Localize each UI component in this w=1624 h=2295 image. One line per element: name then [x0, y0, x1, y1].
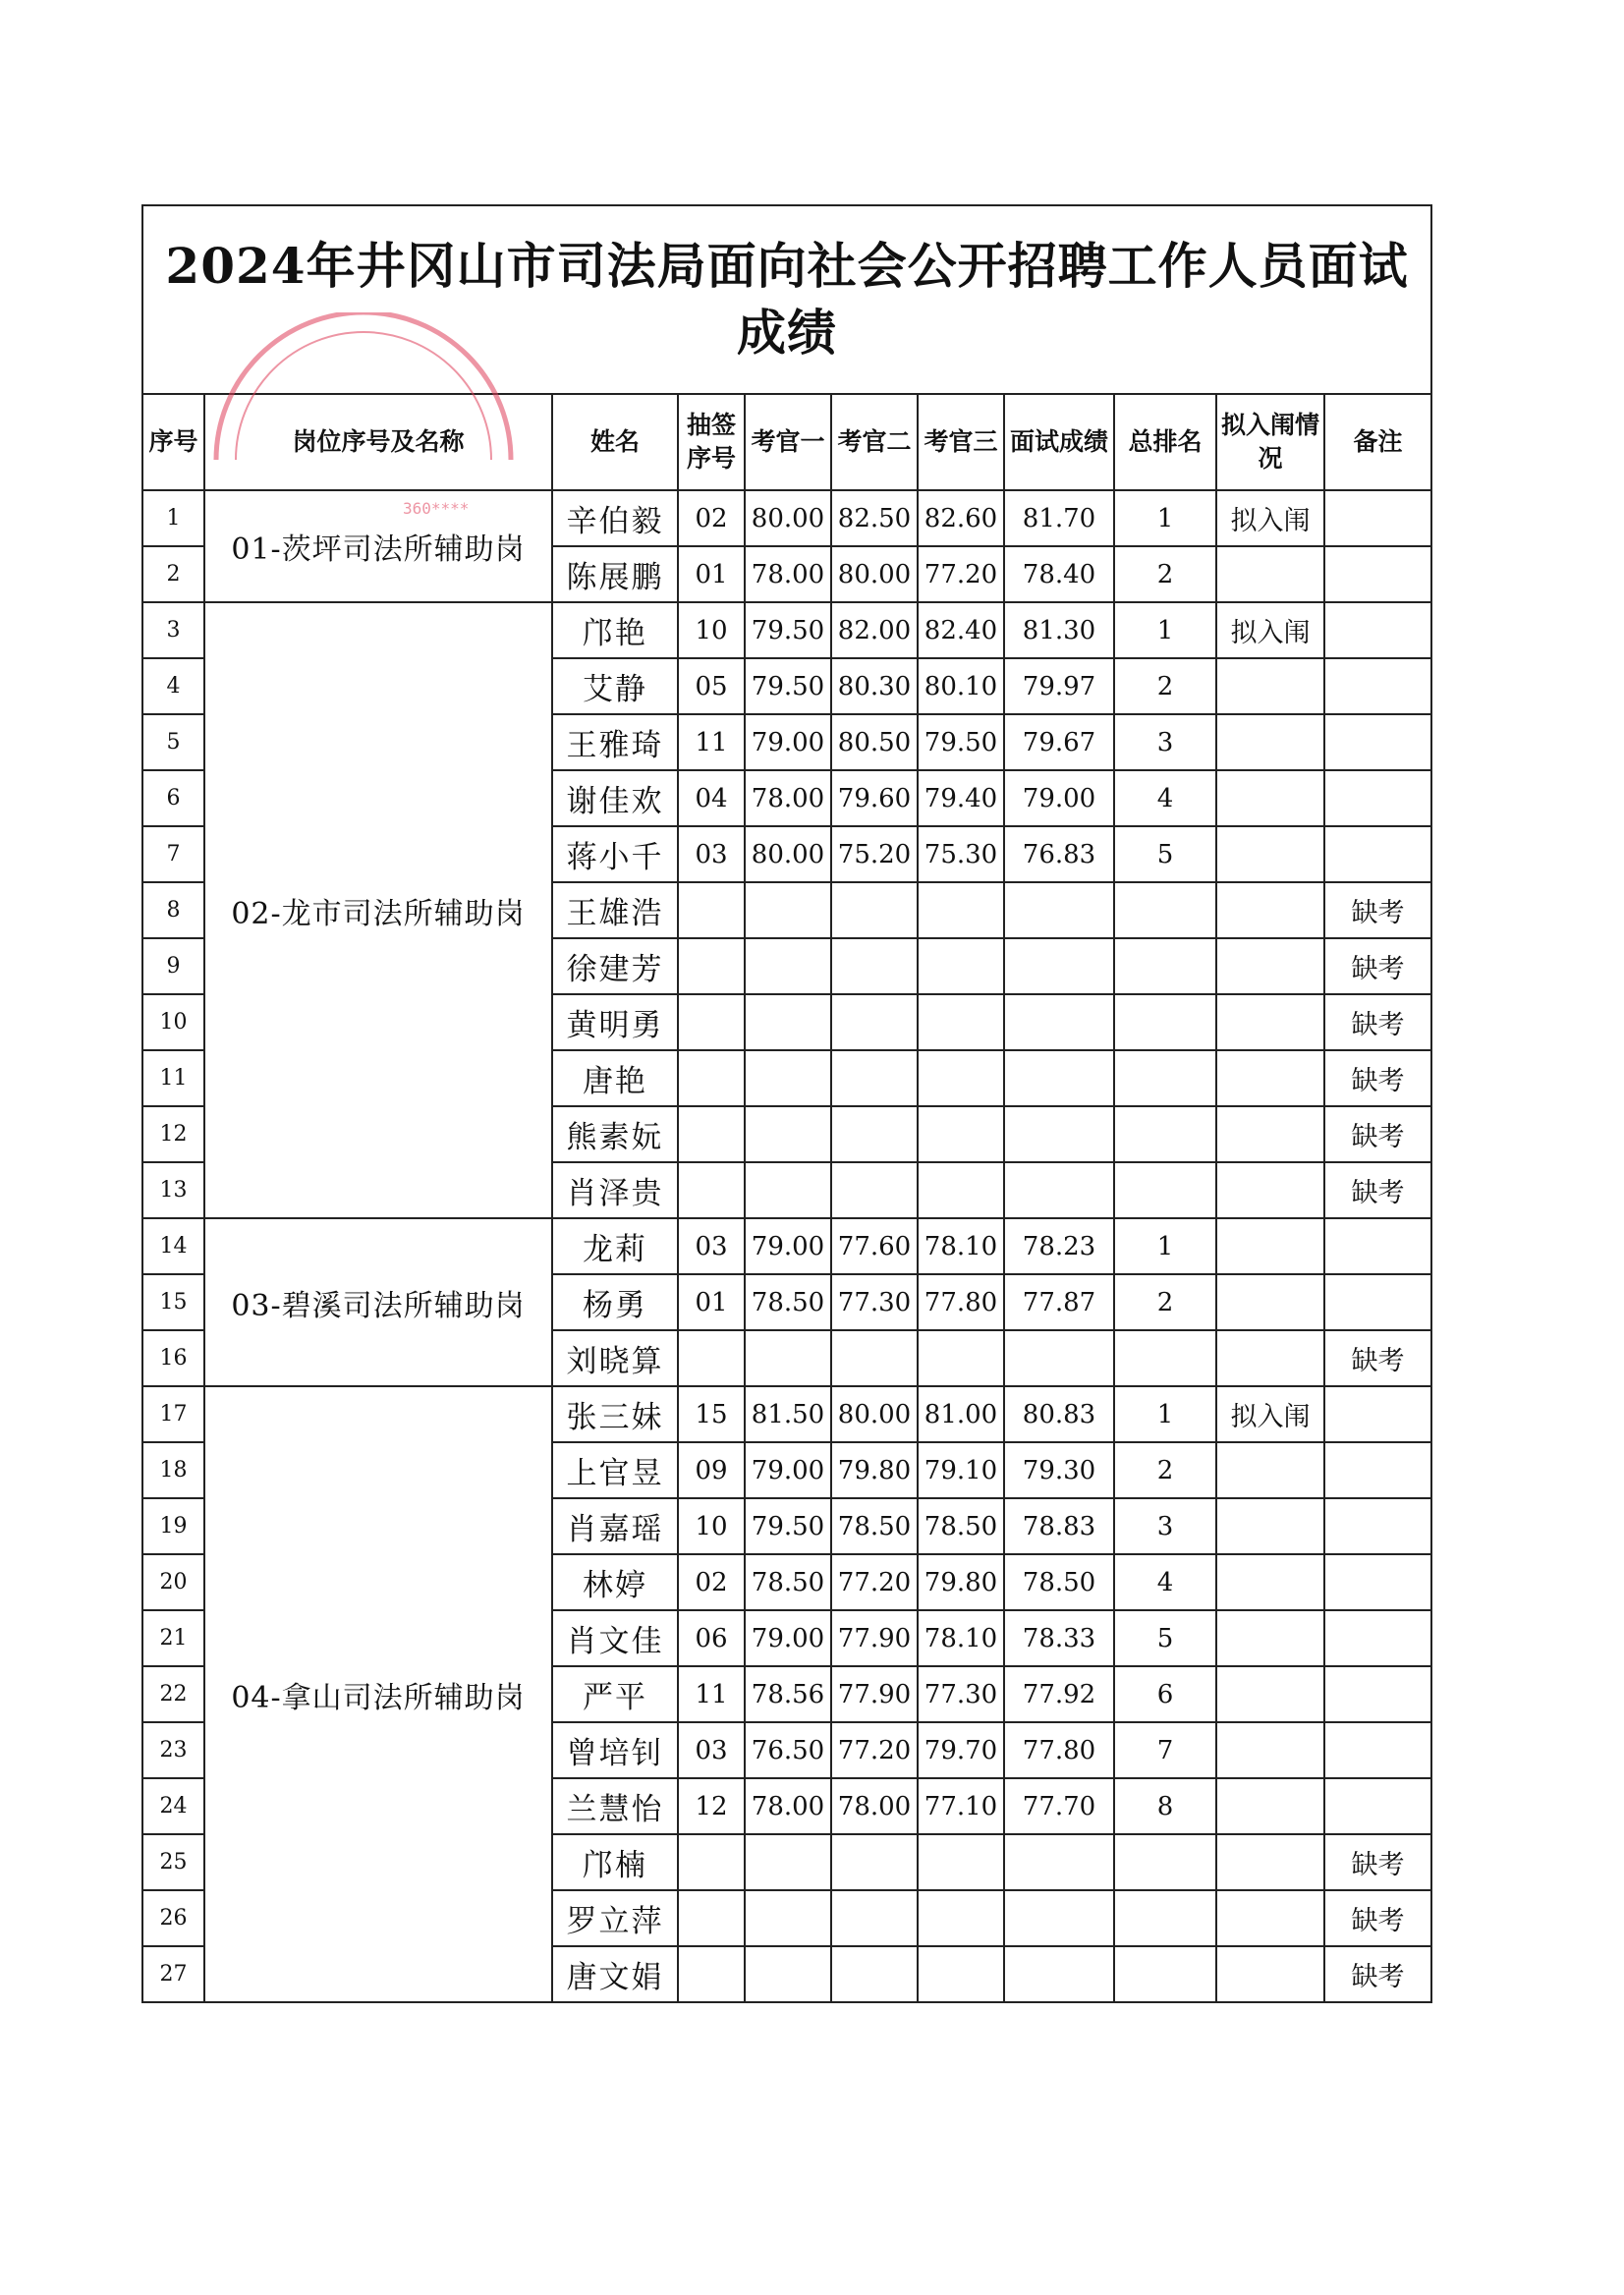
judge2-cell: 80.30: [831, 658, 918, 714]
judge3-cell: [918, 882, 1004, 938]
judge1-cell: 78.00: [745, 770, 831, 826]
rank-cell: 1: [1114, 602, 1216, 658]
row-number-cell: 25: [143, 1834, 204, 1890]
position-cell: 03-碧溪司法所辅助岗: [204, 1218, 552, 1386]
seal-text: 360****: [403, 499, 470, 518]
candidate-name-cell: 蒋小千: [552, 826, 678, 882]
judge1-cell: 78.50: [745, 1554, 831, 1610]
results-table: [143, 395, 1430, 2003]
rank-cell: 4: [1114, 770, 1216, 826]
header-cell-draw: 抽签序号: [678, 395, 745, 490]
row-number-cell: 14: [143, 1218, 204, 1274]
judge3-cell: 79.70: [918, 1722, 1004, 1778]
row-number-cell: 27: [143, 1946, 204, 2002]
candidate-name-cell: 艾静: [552, 658, 678, 714]
judge3-cell: 79.80: [918, 1554, 1004, 1610]
row-number-cell: 20: [143, 1554, 204, 1610]
note-cell: [1324, 490, 1430, 546]
judge3-cell: 78.50: [918, 1498, 1004, 1554]
note-cell: [1324, 1666, 1430, 1722]
note-cell: 缺考: [1324, 1162, 1430, 1218]
rank-cell: 7: [1114, 1722, 1216, 1778]
judge2-cell: 77.20: [831, 1722, 918, 1778]
judge3-cell: [918, 1834, 1004, 1890]
note-cell: 缺考: [1324, 1106, 1430, 1162]
table-body: [143, 490, 1430, 2002]
header-cell-judge2: 考官二: [831, 395, 918, 490]
interview-score-cell: [1004, 1946, 1114, 2002]
judge3-cell: 77.20: [918, 546, 1004, 602]
status-cell: [1216, 1274, 1324, 1330]
row-number-cell: 4: [143, 658, 204, 714]
judge2-cell: [831, 1050, 918, 1106]
status-cell: [1216, 1610, 1324, 1666]
note-cell: [1324, 714, 1430, 770]
judge3-cell: 78.10: [918, 1218, 1004, 1274]
note-cell: [1324, 658, 1430, 714]
draw-no-cell: 04: [678, 770, 745, 826]
candidate-name-cell: 王雅琦: [552, 714, 678, 770]
draw-no-cell: [678, 1330, 745, 1386]
judge2-cell: [831, 1890, 918, 1946]
interview-score-cell: 79.30: [1004, 1442, 1114, 1498]
note-cell: [1324, 1442, 1430, 1498]
candidate-name-cell: 兰慧怡: [552, 1778, 678, 1834]
judge1-cell: [745, 882, 831, 938]
note-cell: 缺考: [1324, 938, 1430, 994]
judge2-cell: [831, 1162, 918, 1218]
judge3-cell: 78.10: [918, 1610, 1004, 1666]
draw-no-cell: 09: [678, 1442, 745, 1498]
candidate-name-cell: 谢佳欢: [552, 770, 678, 826]
judge3-cell: 77.30: [918, 1666, 1004, 1722]
interview-score-cell: [1004, 938, 1114, 994]
candidate-name-cell: 徐建芳: [552, 938, 678, 994]
draw-no-cell: [678, 1050, 745, 1106]
rank-cell: 1: [1114, 1218, 1216, 1274]
row-number-cell: 18: [143, 1442, 204, 1498]
row-number-cell: 19: [143, 1498, 204, 1554]
note-cell: [1324, 546, 1430, 602]
interview-score-cell: 78.23: [1004, 1218, 1114, 1274]
rank-cell: [1114, 1834, 1216, 1890]
judge3-cell: 77.10: [918, 1778, 1004, 1834]
row-number-cell: 11: [143, 1050, 204, 1106]
rank-cell: [1114, 1106, 1216, 1162]
draw-no-cell: 15: [678, 1386, 745, 1442]
judge3-cell: 79.50: [918, 714, 1004, 770]
note-cell: [1324, 602, 1430, 658]
candidate-name-cell: 龙莉: [552, 1218, 678, 1274]
row-number-cell: 3: [143, 602, 204, 658]
interview-score-cell: 78.40: [1004, 546, 1114, 602]
status-cell: [1216, 1946, 1324, 2002]
interview-score-cell: 77.87: [1004, 1274, 1114, 1330]
status-cell: 拟入闱: [1216, 602, 1324, 658]
candidate-name-cell: 唐文娟: [552, 1946, 678, 2002]
judge2-cell: 77.30: [831, 1274, 918, 1330]
rank-cell: [1114, 994, 1216, 1050]
candidate-name-cell: 肖泽贵: [552, 1162, 678, 1218]
judge2-cell: 78.00: [831, 1778, 918, 1834]
draw-no-cell: 11: [678, 714, 745, 770]
rank-cell: 4: [1114, 1554, 1216, 1610]
interview-score-cell: 77.80: [1004, 1722, 1114, 1778]
note-cell: 缺考: [1324, 994, 1430, 1050]
rank-cell: [1114, 1890, 1216, 1946]
judge2-cell: 77.90: [831, 1610, 918, 1666]
judge2-cell: [831, 1106, 918, 1162]
note-cell: [1324, 1778, 1430, 1834]
judge1-cell: [745, 1946, 831, 2002]
judge3-cell: 80.10: [918, 658, 1004, 714]
rank-cell: 2: [1114, 546, 1216, 602]
row-number-cell: 15: [143, 1274, 204, 1330]
draw-no-cell: 03: [678, 1722, 745, 1778]
status-cell: [1216, 1890, 1324, 1946]
draw-no-cell: 12: [678, 1778, 745, 1834]
judge1-cell: [745, 1106, 831, 1162]
judge2-cell: [831, 938, 918, 994]
status-cell: [1216, 1778, 1324, 1834]
interview-score-cell: [1004, 994, 1114, 1050]
draw-no-cell: 11: [678, 1666, 745, 1722]
draw-no-cell: 06: [678, 1610, 745, 1666]
note-cell: [1324, 1274, 1430, 1330]
status-cell: [1216, 1218, 1324, 1274]
judge1-cell: 78.00: [745, 1778, 831, 1834]
status-cell: 拟入闱: [1216, 1386, 1324, 1442]
rank-cell: 5: [1114, 826, 1216, 882]
status-cell: [1216, 1834, 1324, 1890]
judge1-cell: 79.00: [745, 1610, 831, 1666]
table-row: [143, 1218, 1430, 1274]
candidate-name-cell: 王雄浩: [552, 882, 678, 938]
rank-cell: 2: [1114, 1442, 1216, 1498]
rank-cell: 1: [1114, 1386, 1216, 1442]
rank-cell: 2: [1114, 658, 1216, 714]
interview-score-cell: 81.70: [1004, 490, 1114, 546]
judge3-cell: 79.10: [918, 1442, 1004, 1498]
rank-cell: [1114, 882, 1216, 938]
candidate-name-cell: 上官昱: [552, 1442, 678, 1498]
candidate-name-cell: 曾培钊: [552, 1722, 678, 1778]
header-cell-no: 序号: [143, 395, 204, 490]
status-cell: [1216, 826, 1324, 882]
status-cell: [1216, 882, 1324, 938]
page-title: 2024年井冈山市司法局面向社会公开招聘工作人员面试成绩: [143, 206, 1430, 395]
note-cell: 缺考: [1324, 1050, 1430, 1106]
judge1-cell: 79.00: [745, 1442, 831, 1498]
interview-score-cell: 80.83: [1004, 1386, 1114, 1442]
rank-cell: [1114, 938, 1216, 994]
draw-no-cell: [678, 1162, 745, 1218]
note-cell: [1324, 826, 1430, 882]
status-cell: [1216, 658, 1324, 714]
header-cell-position: 岗位序号及名称: [204, 395, 552, 490]
judge2-cell: 78.50: [831, 1498, 918, 1554]
draw-no-cell: [678, 1946, 745, 2002]
judge1-cell: 81.50: [745, 1386, 831, 1442]
interview-score-cell: 78.50: [1004, 1554, 1114, 1610]
judge3-cell: [918, 994, 1004, 1050]
judge2-cell: 82.00: [831, 602, 918, 658]
draw-no-cell: [678, 1106, 745, 1162]
rank-cell: 1: [1114, 490, 1216, 546]
header-cell-score: 面试成绩: [1004, 395, 1114, 490]
draw-no-cell: 01: [678, 1274, 745, 1330]
draw-no-cell: [678, 938, 745, 994]
interview-score-cell: [1004, 1162, 1114, 1218]
header-row: [143, 395, 1430, 490]
draw-no-cell: [678, 1834, 745, 1890]
judge3-cell: 79.40: [918, 770, 1004, 826]
row-number-cell: 12: [143, 1106, 204, 1162]
table-row: [143, 602, 1430, 658]
interview-score-cell: [1004, 1834, 1114, 1890]
judge3-cell: [918, 1946, 1004, 2002]
judge2-cell: 77.60: [831, 1218, 918, 1274]
status-cell: [1216, 1554, 1324, 1610]
judge1-cell: 79.50: [745, 1498, 831, 1554]
judge2-cell: [831, 1946, 918, 2002]
interview-score-cell: 77.70: [1004, 1778, 1114, 1834]
header-cell-note: 备注: [1324, 395, 1430, 490]
row-number-cell: 16: [143, 1330, 204, 1386]
row-number-cell: 26: [143, 1890, 204, 1946]
judge2-cell: [831, 1330, 918, 1386]
judge3-cell: [918, 1050, 1004, 1106]
interview-score-cell: 79.67: [1004, 714, 1114, 770]
judge2-cell: 77.20: [831, 1554, 918, 1610]
status-cell: [1216, 1498, 1324, 1554]
note-cell: [1324, 1386, 1430, 1442]
judge1-cell: 79.50: [745, 658, 831, 714]
position-cell: 04-拿山司法所辅助岗: [204, 1386, 552, 2002]
rank-cell: 3: [1114, 714, 1216, 770]
judge2-cell: 80.50: [831, 714, 918, 770]
row-number-cell: 10: [143, 994, 204, 1050]
header-cell-name: 姓名: [552, 395, 678, 490]
status-cell: [1216, 938, 1324, 994]
note-cell: [1324, 1610, 1430, 1666]
judge1-cell: 78.50: [745, 1274, 831, 1330]
judge1-cell: [745, 938, 831, 994]
judge2-cell: [831, 882, 918, 938]
candidate-name-cell: 黄明勇: [552, 994, 678, 1050]
rank-cell: 2: [1114, 1274, 1216, 1330]
draw-no-cell: 02: [678, 1554, 745, 1610]
row-number-cell: 6: [143, 770, 204, 826]
header-cell-judge1: 考官一: [745, 395, 831, 490]
header-cell-rank: 总排名: [1114, 395, 1216, 490]
interview-score-cell: [1004, 1890, 1114, 1946]
row-number-cell: 7: [143, 826, 204, 882]
judge1-cell: 76.50: [745, 1722, 831, 1778]
row-number-cell: 23: [143, 1722, 204, 1778]
candidate-name-cell: 邝艳: [552, 602, 678, 658]
draw-no-cell: [678, 1890, 745, 1946]
draw-no-cell: 01: [678, 546, 745, 602]
rank-cell: [1114, 1162, 1216, 1218]
rank-cell: [1114, 1330, 1216, 1386]
judge1-cell: [745, 1890, 831, 1946]
draw-no-cell: 03: [678, 826, 745, 882]
status-cell: [1216, 546, 1324, 602]
note-cell: [1324, 770, 1430, 826]
judge1-cell: [745, 1330, 831, 1386]
rank-cell: 6: [1114, 1666, 1216, 1722]
judge2-cell: 75.20: [831, 826, 918, 882]
draw-no-cell: 10: [678, 1498, 745, 1554]
status-cell: [1216, 1106, 1324, 1162]
judge1-cell: 79.00: [745, 714, 831, 770]
status-cell: [1216, 1666, 1324, 1722]
interview-score-cell: [1004, 1050, 1114, 1106]
interview-score-cell: 79.00: [1004, 770, 1114, 826]
judge1-cell: 79.50: [745, 602, 831, 658]
row-number-cell: 22: [143, 1666, 204, 1722]
candidate-name-cell: 林婷: [552, 1554, 678, 1610]
judge3-cell: [918, 938, 1004, 994]
judge1-cell: 78.00: [745, 546, 831, 602]
position-cell: 02-龙市司法所辅助岗: [204, 602, 552, 1218]
interview-score-cell: [1004, 1330, 1114, 1386]
judge1-cell: 79.00: [745, 1218, 831, 1274]
judge3-cell: 82.40: [918, 602, 1004, 658]
rank-cell: 3: [1114, 1498, 1216, 1554]
candidate-name-cell: 肖嘉瑶: [552, 1498, 678, 1554]
candidate-name-cell: 严平: [552, 1666, 678, 1722]
judge2-cell: [831, 1834, 918, 1890]
judge2-cell: [831, 994, 918, 1050]
candidate-name-cell: 邝楠: [552, 1834, 678, 1890]
header-cell-status: 拟入闱情况: [1216, 395, 1324, 490]
interview-score-cell: 78.33: [1004, 1610, 1114, 1666]
judge1-cell: [745, 994, 831, 1050]
interview-score-cell: 79.97: [1004, 658, 1114, 714]
judge3-cell: [918, 1330, 1004, 1386]
judge3-cell: 81.00: [918, 1386, 1004, 1442]
draw-no-cell: [678, 994, 745, 1050]
candidate-name-cell: 杨勇: [552, 1274, 678, 1330]
interview-score-cell: 76.83: [1004, 826, 1114, 882]
rank-cell: [1114, 1946, 1216, 2002]
judge1-cell: [745, 1050, 831, 1106]
draw-no-cell: 02: [678, 490, 745, 546]
interview-score-cell: 77.92: [1004, 1666, 1114, 1722]
judge3-cell: [918, 1106, 1004, 1162]
note-cell: 缺考: [1324, 1890, 1430, 1946]
row-number-cell: 8: [143, 882, 204, 938]
header-cell-judge3: 考官三: [918, 395, 1004, 490]
note-cell: 缺考: [1324, 1834, 1430, 1890]
interview-score-cell: 78.83: [1004, 1498, 1114, 1554]
status-cell: [1216, 1050, 1324, 1106]
candidate-name-cell: 张三妹: [552, 1386, 678, 1442]
judge3-cell: [918, 1162, 1004, 1218]
judge2-cell: 82.50: [831, 490, 918, 546]
status-cell: [1216, 714, 1324, 770]
judge2-cell: 77.90: [831, 1666, 918, 1722]
rank-cell: 5: [1114, 1610, 1216, 1666]
status-cell: [1216, 1330, 1324, 1386]
status-cell: 拟入闱: [1216, 490, 1324, 546]
judge1-cell: 80.00: [745, 826, 831, 882]
judge3-cell: 77.80: [918, 1274, 1004, 1330]
judge2-cell: 80.00: [831, 1386, 918, 1442]
draw-no-cell: 05: [678, 658, 745, 714]
candidate-name-cell: 陈展鹏: [552, 546, 678, 602]
judge3-cell: [918, 1890, 1004, 1946]
judge1-cell: 78.56: [745, 1666, 831, 1722]
draw-no-cell: [678, 882, 745, 938]
draw-no-cell: 10: [678, 602, 745, 658]
interview-score-cell: [1004, 1106, 1114, 1162]
position-cell: 01-茨坪司法所辅助岗: [204, 490, 552, 602]
note-cell: [1324, 1554, 1430, 1610]
row-number-cell: 1: [143, 490, 204, 546]
interview-score-cell: [1004, 882, 1114, 938]
row-number-cell: 24: [143, 1778, 204, 1834]
candidate-name-cell: 辛伯毅: [552, 490, 678, 546]
table-row: [143, 1386, 1430, 1442]
judge2-cell: 80.00: [831, 546, 918, 602]
row-number-cell: 17: [143, 1386, 204, 1442]
draw-no-cell: 03: [678, 1218, 745, 1274]
rank-cell: 8: [1114, 1778, 1216, 1834]
table-row: [143, 490, 1430, 546]
status-cell: [1216, 1442, 1324, 1498]
note-cell: 缺考: [1324, 1946, 1430, 2002]
row-number-cell: 5: [143, 714, 204, 770]
note-cell: [1324, 1722, 1430, 1778]
status-cell: [1216, 1722, 1324, 1778]
candidate-name-cell: 唐艳: [552, 1050, 678, 1106]
judge3-cell: 82.60: [918, 490, 1004, 546]
rank-cell: [1114, 1050, 1216, 1106]
note-cell: [1324, 1498, 1430, 1554]
note-cell: [1324, 1218, 1430, 1274]
note-cell: 缺考: [1324, 1330, 1430, 1386]
candidate-name-cell: 熊素妧: [552, 1106, 678, 1162]
status-cell: [1216, 994, 1324, 1050]
status-cell: [1216, 1162, 1324, 1218]
judge1-cell: 80.00: [745, 490, 831, 546]
row-number-cell: 2: [143, 546, 204, 602]
judge2-cell: 79.80: [831, 1442, 918, 1498]
judge2-cell: 79.60: [831, 770, 918, 826]
candidate-name-cell: 罗立萍: [552, 1890, 678, 1946]
judge1-cell: [745, 1162, 831, 1218]
judge1-cell: [745, 1834, 831, 1890]
row-number-cell: 9: [143, 938, 204, 994]
row-number-cell: 13: [143, 1162, 204, 1218]
judge3-cell: 75.30: [918, 826, 1004, 882]
candidate-name-cell: 刘晓算: [552, 1330, 678, 1386]
note-cell: 缺考: [1324, 882, 1430, 938]
status-cell: [1216, 770, 1324, 826]
interview-score-cell: 81.30: [1004, 602, 1114, 658]
score-sheet: [141, 204, 1432, 2003]
row-number-cell: 21: [143, 1610, 204, 1666]
candidate-name-cell: 肖文佳: [552, 1610, 678, 1666]
